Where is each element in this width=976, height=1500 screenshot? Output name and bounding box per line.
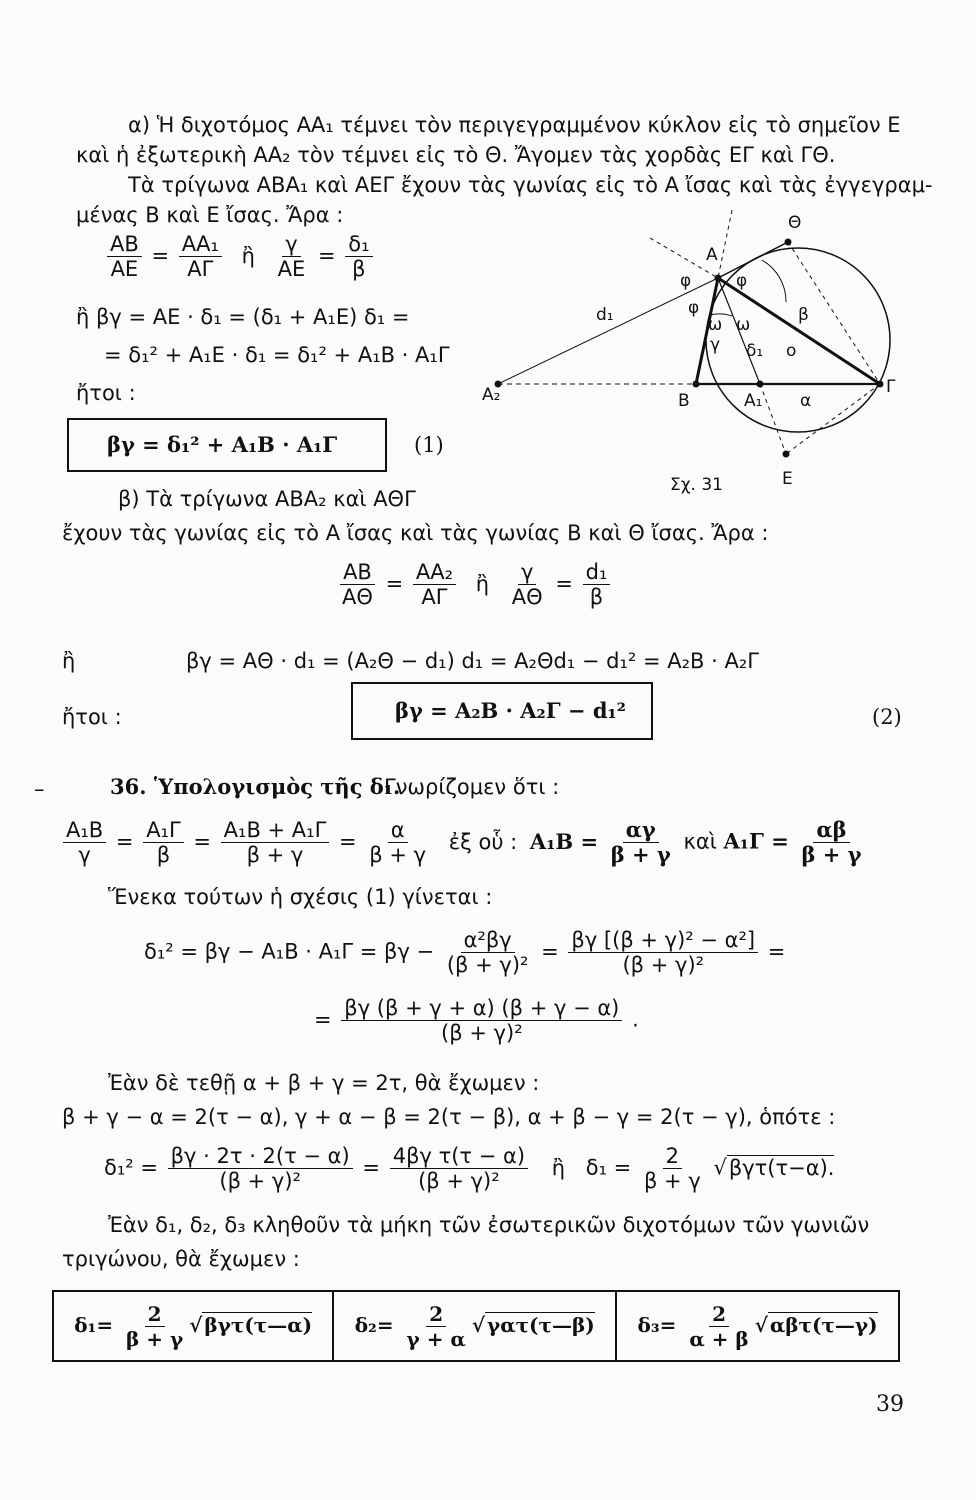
frac-den: β + γ [246,843,304,867]
frac-num: ΑΒ [340,560,375,585]
external-bisector-to-theta [718,242,788,278]
para-a-line-4: μένας Β καὶ Ε ἴσας. Ἄρα : [76,203,344,227]
point-a [715,275,722,282]
point-a1 [757,381,764,388]
label-delta1: δ₁ [746,341,764,361]
or-word: ἢ [551,1155,566,1180]
para-a-line-1: α) Ἡ διχοτόμος ΑΑ₁ τέμνει τὸν περιγεγραμμένον κύκλον εἰς τὸ σημεῖον Ε [128,113,901,137]
frac-num: 2 [663,1144,682,1169]
label-gamma: γ [710,335,721,355]
equals: = [385,571,404,596]
cell-lhs: δ₃= [637,1312,677,1337]
circumcircle [706,248,890,432]
frac-den: β + γ [610,842,671,867]
equation-ratio-1 [104,232,376,281]
sqrt-sign: √ [471,1312,485,1337]
text-differences: β + γ − α = 2(τ − α), γ + α − β = 2(τ − β), α + β − γ = 2(τ − γ), ὁπότε : [62,1105,836,1129]
frac-num: Α₁Β + Α₁Γ [221,818,330,843]
equation-ratio-2 [336,560,613,609]
equals: = [541,939,559,964]
equation-4: βγ = ΑΘ · d₁ = (Α₂Θ − d₁) d₁ = Α₂Θd₁ − d₁² = Α₂Β · Α₂Γ [186,649,759,673]
text-hence: Ἕνεκα τούτων ἡ σχέσις (1) γίνεται : [108,885,493,909]
equals: = [338,829,357,854]
page-number: 39 [876,1392,904,1417]
equation-number-2: (2) [872,705,902,729]
frac-den: β [589,585,604,609]
equals: = [767,939,786,964]
equation-number-1: (1) [414,433,444,457]
equals: = [362,1155,381,1180]
point-e [783,451,790,458]
text-if-set: Ἐὰν δὲ τεθῇ α + β + γ = 2τ, θὰ ἔχωμεν : [108,1071,540,1095]
or-word: ἢ [475,571,490,596]
section-intro: Γνωρίζομεν ὅτι : [384,775,560,799]
para-b-line-2: ἔχουν τὰς γωνίας εἰς τὸ Α ἴσας καὶ τὰς γωνίας Β καὶ Θ ἴσας. Ἄρα : [62,521,769,545]
label-beta: β [798,305,809,325]
point-gamma [877,381,884,388]
frac-num: 2 [709,1302,729,1327]
delta1-lhs: δ₁ = [585,1155,632,1180]
frac-num: δ₁ [345,232,372,257]
frac-den: ΑΕ [110,257,139,281]
frac-den: γ + α [406,1326,466,1351]
geometry-figure [470,210,900,495]
point-theta [785,239,792,246]
equation-lhs: δ₁² = [104,1155,158,1180]
label-phi-2: φ [736,271,748,291]
label-d1: d₁ [596,305,614,325]
frac-den: ΑΕ [277,257,306,281]
cell-lhs: δ₂= [354,1312,394,1337]
frac-den: β + γ [369,843,427,867]
equation-5 [60,818,868,867]
label-phi-3: φ [688,298,700,318]
frac-den: α + β [689,1326,749,1351]
sqrt-sign: √ [754,1312,768,1337]
frac-num: αγ [623,818,659,843]
period: . [632,1007,639,1032]
frac-num: αβ [813,818,849,843]
equation-lhs: δ₁² = βγ − Α₁Β · Α₁Γ = βγ − [144,939,435,964]
sqrt-radicand: βγτ(τ—α) [204,1312,313,1337]
equation-2-line-1: ἢ βγ = ΑΕ · δ₁ = (δ₁ + Α₁Ε) δ₁ = [76,305,410,329]
frac-num: βγ · 2τ · 2(τ − α) [168,1144,353,1169]
frac-den: (β + γ)² [441,1021,523,1045]
frac-den: (β + γ)² [418,1169,500,1193]
sqrt-sign: √ [189,1312,203,1337]
equals: = [193,829,211,854]
formula-1: βγ = δ₁² + Α₁Β · Α₁Γ [107,432,338,457]
frac-den: β + γ [801,842,862,867]
label-a2: Α₂ [482,385,501,405]
frac-num: γ [518,560,536,585]
frac-num: γ [282,232,300,257]
a1g-label: Α₁Γ = [723,828,789,854]
label-theta: Θ [788,213,802,233]
formula-2: βγ = Α₂Β · Α₂Γ − d₁² [395,698,626,723]
frac-num: ΑΑ₂ [413,560,456,585]
table-cell-delta2 [333,1291,616,1361]
equals: = [115,829,134,854]
equals: = [151,243,170,268]
label-phi-1: φ [680,271,692,291]
and-word: καὶ [683,829,717,854]
label-a: Α [706,245,718,265]
frac-num: α [388,818,408,843]
cell-lhs: δ₁= [74,1312,114,1337]
para-a-line-2: καὶ ἡ ἐξωτερικὴ ΑΑ₂ τὸν τέμνει εἰς τὸ Θ. Ἄγομεν τὰς χορδὰς ΕΓ καὶ ΓΘ. [76,143,836,167]
frac-den: γ [78,843,91,867]
para-b-line-1: β) Τὰ τρίγωνα ΑΒΑ₂ καὶ ΑΘΓ [118,487,416,511]
label-center-o: ο [786,341,797,361]
para-a-line-3: Τὰ τρίγωνα ΑΒΑ₁ καὶ ΑΕΓ ἔχουν τὰς γωνίας εἰς τὸ Α ἴσας καὶ τὰς ἐγγεγραμ- [128,173,933,197]
frac-num: d₁ [583,560,611,585]
section-title: 36. Ὑπολογισμὸς τῆς δ₁. [110,774,401,799]
frac-num: ΑΒ [107,232,142,257]
equation-7 [314,996,639,1045]
equals: = [555,571,573,596]
frac-den: (β + γ)² [446,953,529,977]
a1b-label: Α₁Β = [529,828,599,854]
equation-6 [144,928,785,977]
formula-box-1 [67,418,387,472]
frac-den: β [156,843,171,867]
label-alpha: α [800,391,812,411]
sqrt-sign: √ [713,1155,727,1180]
frac-den: β + γ [643,1169,701,1193]
external-bisector-a2a [498,278,721,384]
frac-num: βγ [(β + γ)² − α²] [568,928,758,953]
text-if-named-line-1: Ἐὰν δ₁, δ₂, δ₃ κληθοῦν τὰ μήκη τῶν ἐσωτερικῶν διχοτόμων τῶν γωνιῶν [108,1213,870,1237]
frac-num: ΑΑ₁ [179,232,222,257]
sqrt-radicand: αβτ(τ—γ) [769,1312,878,1337]
frac-num: α²βγ [461,928,515,953]
text-if-named-line-2: τριγώνου, θὰ ἔχωμεν : [62,1247,300,1271]
label-b: Β [678,391,690,411]
frac-num: 2 [426,1302,446,1327]
bisector-formulas-table [52,1290,900,1362]
sqrt-radicand: γατ(τ—β) [486,1312,595,1337]
frac-den: β + γ [126,1326,184,1351]
frac-den: β [352,257,366,281]
margin-mark: – [34,777,45,801]
frac-num: 2 [145,1302,165,1327]
frac-den: (β + γ)² [219,1169,301,1193]
equals: = [317,243,336,268]
whence-label: ἐξ οὗ : [448,829,518,854]
figure-caption: Σχ. 31 [670,475,724,495]
equation-8 [104,1144,834,1193]
frac-num: Α₁Β [63,818,106,843]
point-b [693,381,700,388]
angle-arc-beta [762,260,786,302]
label-e: Ε [782,469,793,489]
or-word: ἢ [241,243,255,268]
table-cell-delta3 [616,1291,899,1361]
equation-2-line-2: = δ₁² + Α₁Ε · δ₁ = δ₁² + Α₁Β · Α₁Γ [104,343,450,367]
frac-den: ΑΘ [511,585,543,609]
label-omega-1: ω [708,315,723,335]
frac-den: ΑΘ [342,585,373,609]
table-row [53,1291,899,1361]
label-a1: Α₁ [744,391,763,411]
frac-den: (β + γ)² [622,953,705,977]
formula-box-2 [351,682,653,740]
frac-den: ΑΓ [421,585,448,609]
frac-num: βγ (β + γ + α) (β + γ − α) [341,996,622,1021]
hitoi-label: ἤτοι : [76,381,136,405]
bisector-extension [760,384,786,454]
table-cell-delta1 [53,1291,333,1361]
extension-ga [718,210,732,278]
equals: = [314,1007,332,1032]
frac-num: 4βγ τ(τ − α) [390,1144,528,1169]
label-big-gamma: Γ [886,377,896,397]
frac-den: ΑΓ [187,257,214,281]
sqrt-radicand: βγτ(τ−α). [728,1155,835,1180]
or-word: ἢ [62,649,76,673]
hitoi-label: ἤτοι : [62,705,122,729]
label-omega-2: ω [736,315,751,335]
frac-num: Α₁Γ [143,818,183,843]
